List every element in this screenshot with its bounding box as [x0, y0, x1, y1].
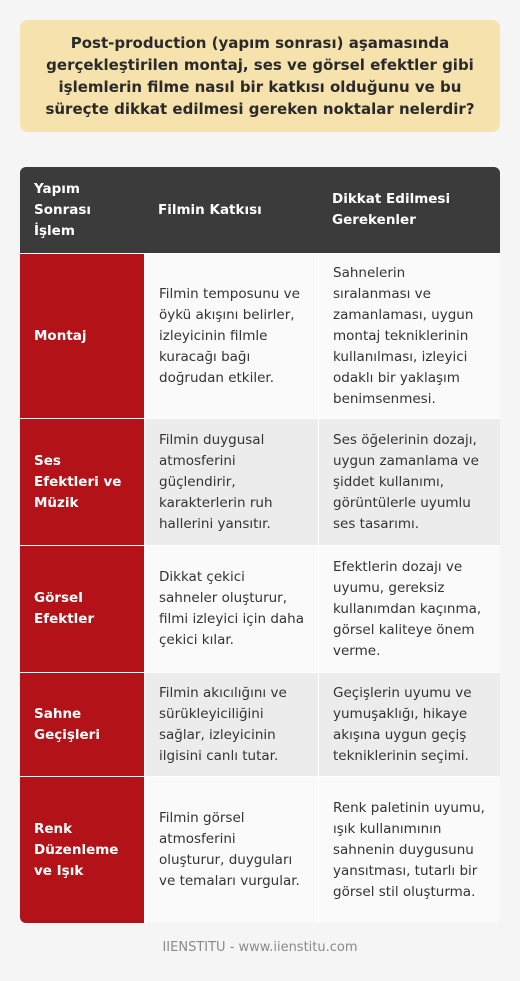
table-row [20, 776, 500, 923]
row-process-label: Ses Efektleri ve Müzik [20, 419, 144, 545]
row-considerations: Efektlerin dozajı ve uyumu, gereksiz kullanımdan kaçınma, görsel kaliteye önem verme. [318, 546, 500, 672]
row-contribution: Filmin akıcılığını ve sürükleyiciliğini sağlar, izleyicinin ilgisini canlı tutar. [144, 673, 318, 776]
table-row [20, 545, 500, 672]
row-contribution: Filmin duygusal atmosferini güçlendirir, karakterlerin ruh hallerini yansıtır. [144, 419, 318, 545]
row-process-label: Renk Düzenleme ve Işık [20, 777, 144, 923]
row-considerations: Renk paletinin uyumu, ışık kullanımının sahnenin duygusunu yansıtması, tutarlı bir görsel stil oluşturma. [318, 777, 500, 923]
footer-credit: IIENSTITU - www.iienstitu.com [162, 940, 358, 955]
table-header-row [20, 167, 500, 253]
comparison-table [20, 167, 500, 923]
row-contribution: Filmin temposunu ve öykü akışını belirler, izleyicinin filmle kuracağı bağı doğrudan etkiler. [144, 254, 318, 418]
question-box [20, 20, 500, 132]
row-contribution: Filmin görsel atmosferini oluşturur, duyguları ve temaları vurgular. [144, 777, 318, 923]
row-considerations: Sahnelerin sıralanması ve zamanlaması, uygun montaj tekniklerinin kullanılması, izleyici odaklı bir yaklaşım benimsenmesi. [318, 254, 500, 418]
header-considerations: Dikkat Edilmesi Gerekenler [318, 167, 500, 253]
question-title: Post-production (yapım sonrası) aşamasında gerçekleştirilen montaj, ses ve görsel efektler gibi işlemlerin filme nasıl bir katkısı olduğunu ve bu süreçte dikkat edilmesi gereken noktalar nelerdir? [45, 34, 475, 118]
row-contribution: Dikkat çekici sahneler oluşturur, filmi izleyici için daha çekici kılar. [144, 546, 318, 672]
header-process: Yapım Sonrası İşlem [20, 167, 144, 253]
table-row [20, 253, 500, 418]
table-row [20, 672, 500, 776]
table-row [20, 418, 500, 545]
row-considerations: Geçişlerin uyumu ve yumuşaklığı, hikaye akışına uygun geçiş tekniklerinin seçimi. [318, 673, 500, 776]
row-considerations: Ses öğelerinin dozajı, uygun zamanlama ve şiddet kullanımı, görüntülerle uyumlu ses tasarımı. [318, 419, 500, 545]
row-process-label: Sahne Geçişleri [20, 673, 144, 776]
header-contribution: Filmin Katkısı [144, 167, 318, 253]
row-process-label: Montaj [20, 254, 144, 418]
row-process-label: Görsel Efektler [20, 546, 144, 672]
